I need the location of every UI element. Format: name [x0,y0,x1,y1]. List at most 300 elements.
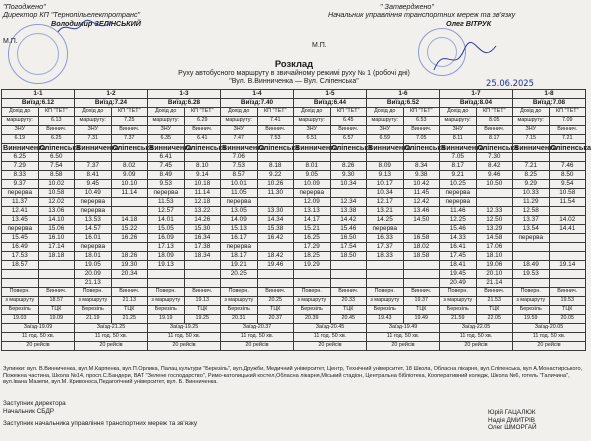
time-cell: 13.54 [513,225,550,234]
time-cell: 11.45 [403,189,440,198]
depot-cell: маршруту: [294,117,331,126]
time-cell: перерва [440,189,477,198]
stops-list: Зупинки: вул. В.Винниченка, вул.М.Карпенка, вул.П.Орлика, Палац культури "Березіль", вул.Дружби, Медичний університет, Центр, Технічний університет, 18 Школа, Обласна лікарня, вул.Сліпенська, вул А.Монастирського, Пожежна частина, Школа №14, просп.С.Бандери, ВАТ "Зелене господарство", Римо-католицький костел,Обласна лікарня,Міський стадіон, Центральна бібліотека, Кооперативний коледж, Школа №6, готель "Галичина", вул.Івана Мазепи, вул.М. Кривоноса,Педагогічний університет, вул. Б. Винниченка. [3,366,583,386]
stop-final-cell: Березіль [440,306,477,315]
time-cell: 9.21 [440,171,477,180]
time-cell: перерва [440,198,477,207]
trips-cell: 20 рейсів [2,342,75,351]
time-cell: 8.57 [221,171,258,180]
time-cell: 12.17 [367,198,404,207]
time-cell [38,270,75,279]
time-cell: 7.45 [148,162,185,171]
depot-cell: маршруту: [75,117,112,126]
time-cell: 8.34 [403,162,440,171]
depot-cell: КП "ТЕТ" [403,108,440,117]
direction-cell: Винниченка [76,143,119,153]
departure-row [2,99,586,108]
stop-final-cell: ТЦК [257,306,294,315]
time-cell: 9.46 [476,171,513,180]
direction-cell: Сліпенська [39,143,80,153]
time-cell: 13.45 [2,216,39,225]
time-cell: 12.34 [330,198,367,207]
trips-cell: 20 рейсів [367,342,440,351]
return-cell: 19.13 [184,297,221,306]
signature-names [488,409,537,432]
time-cell: перерва [367,225,404,234]
time-cell [513,243,550,252]
return-cell: Поверн. [2,288,39,297]
schedule-row [2,243,586,252]
time-cell: 20.09 [75,270,112,279]
time-cell: 20.49 [440,279,477,288]
time-cell [38,279,75,288]
time-cell [38,261,75,270]
depot-cell: 6.29 [184,117,221,126]
direction-cell: Сліпенська [258,143,299,153]
depot-cell: 8.05 [476,117,513,126]
zaizd-cell: Заїзд-20.45 [294,324,367,333]
stop-final-cell: ТЦК [111,306,148,315]
time-cell: 13.29 [476,225,513,234]
return-cell: з маршруту [294,297,331,306]
stop-final-cell: ТЦК [184,306,221,315]
time-cell: 14.26 [184,216,221,225]
time-cell: 17.38 [184,243,221,252]
time-cell: 13.37 [513,216,550,225]
time-cell: 7.54 [38,162,75,171]
time-cell: 19.29 [294,261,331,270]
time-cell: 17.13 [148,243,185,252]
time-cell: 18.58 [403,252,440,261]
time-cell: 16.50 [330,234,367,243]
time-cell: 10.09 [294,180,331,189]
time-cell: 8.50 [549,171,586,180]
return-cell: 19.37 [403,297,440,306]
depot-cell: 6.41 [184,135,221,144]
time-cell: 11.53 [148,198,185,207]
time-cell: 12.02 [38,198,75,207]
return-cell: Поверн. [440,288,477,297]
time-cell: 13.30 [257,207,294,216]
depot-cell: 6.19 [2,135,39,144]
time-cell [403,225,440,234]
time-cell: 18.33 [367,252,404,261]
subtitle-streets: "Вул. В.Винниченка — Вул. Сліпенська" [229,78,359,85]
time-cell: 9.29 [513,180,550,189]
time-cell: 21.13 [75,279,112,288]
time-cell [257,279,294,288]
stop-final-cell: 20.31 [221,315,258,324]
depot-cell: 7.21 [549,135,586,144]
return-cell: Поверн. [294,288,331,297]
time-cell: 16.41 [440,243,477,252]
subtitle-route: Руху автобусного маршруту в звичайному режимі руху № 1 (робочі дні) [178,70,410,77]
direction-cell: Сліпенська [550,143,591,153]
direction-cell: Винниченка [368,143,411,153]
time-cell [148,279,185,288]
time-cell: 18.01 [75,252,112,261]
time-cell: 7.05 [440,153,477,162]
depot-cell: Дохід до [294,108,331,117]
approval-left-position: Директор КП "Тернопільелектротранс" [3,10,141,20]
stop-final-cell: 20.37 [257,315,294,324]
time-cell: 14.09 [221,216,258,225]
time-cell: 18.41 [440,261,477,270]
direction-cell: Винниченка [222,143,265,153]
depot-cell: Дохід до [75,108,112,117]
depot-cell: 6.35 [148,135,185,144]
time-cell: 9.30 [330,171,367,180]
time-cell: 19.46 [257,261,294,270]
return-cell: 21.53 [476,297,513,306]
depot-row [2,135,586,144]
schedule-row [2,261,586,270]
time-cell: 15.30 [184,225,221,234]
time-cell [476,198,513,207]
time-cell: 18.09 [148,252,185,261]
time-cell [403,279,440,288]
direction-cell: Винниченка [514,143,557,153]
time-cell: 17.54 [330,243,367,252]
time-cell: 10.17 [367,180,404,189]
return-cell: Поверн. [367,288,404,297]
mp-right: М.П. [312,42,327,49]
time-cell: 6.41 [148,153,185,162]
time-cell: 21.14 [476,279,513,288]
stop-final-cell: Березіль [513,306,550,315]
time-cell: 10.10 [111,180,148,189]
return-cell: Виннич. [476,288,513,297]
return-cell: Виннич. [184,288,221,297]
time-cell: 18.34 [184,252,221,261]
depot-cell: 6.13 [38,117,75,126]
time-cell [330,189,367,198]
time-cell: 13.53 [75,216,112,225]
depot-cell: Виннич. [257,126,294,135]
direction-cell: Винниченка [149,143,192,153]
signer-role-2: Начальник СБДР [3,407,55,415]
return-cell: 19.53 [549,297,586,306]
zaizd-cell: Заїзд-21.25 [75,324,148,333]
departure-cell: Виїзд:6.44 [294,99,367,108]
time-cell: 16.17 [221,234,258,243]
depot-cell: Виннич. [184,126,221,135]
time-cell: 17.45 [440,252,477,261]
time-cell: 14.42 [330,216,367,225]
time-cell: 8.25 [513,171,550,180]
depot-cell: 6.53 [403,117,440,126]
stop-final-cell: Березіль [294,306,331,315]
approval-left-word: "Погоджено" [3,2,46,11]
depot-cell: Виннич. [38,126,75,135]
time-cell: 15.38 [257,225,294,234]
hours-row [2,333,586,342]
time-cell: 9.22 [257,171,294,180]
time-cell: 18.10 [476,252,513,261]
time-cell [330,279,367,288]
signer-name-1: Юрій ГАЦАЛЮК [488,409,536,416]
time-cell: 16.33 [367,234,404,243]
time-cell [294,270,331,279]
time-cell [367,261,404,270]
time-cell: 10.34 [367,189,404,198]
route-id-cell: 1-7 [440,90,513,99]
stop-final-cell: Березіль [2,306,39,315]
departure-cell: Виїзд:6.12 [2,99,75,108]
depot-cell: Дохід до [367,108,404,117]
time-cell: перерва [75,207,112,216]
depot-cell: Виннич. [476,126,513,135]
time-cell: 16.58 [403,234,440,243]
time-cell: 19.06 [476,261,513,270]
approval-left-name: Володимир ЗЕЛІНСЬКИЙ [51,18,141,28]
stop-final-cell: ТЦК [476,306,513,315]
time-cell: 11.14 [184,189,221,198]
direction-cell: Винниченка [441,143,484,153]
time-cell: 14.17 [294,216,331,225]
time-cell [330,270,367,279]
time-cell: 20.34 [111,270,148,279]
time-cell [294,279,331,288]
time-cell: 19.21 [221,261,258,270]
time-cell: 15.22 [111,225,148,234]
signer-role-1: Заступник директора [3,400,66,407]
time-cell [184,261,221,270]
depot-cell: маршруту: [513,117,550,126]
time-cell [111,153,148,162]
depot-row [2,126,586,135]
hours-cell: 11 год. 50 хв. [148,333,221,342]
time-cell: 9.53 [148,180,185,189]
stop-final-cell: Березіль [367,306,404,315]
time-cell: 8.18 [257,162,294,171]
route-id-cell: 1-4 [221,90,294,99]
time-cell: 15.13 [221,225,258,234]
time-cell: перерва [2,189,39,198]
time-cell: 12.18 [184,198,221,207]
time-cell: 12.25 [440,216,477,225]
signer-role-3: Заступник начальника управління транспортних мереж та зв'язку [3,420,198,427]
hours-cell: 11 год. 50 хв. [367,333,440,342]
return-row [2,288,586,297]
mp-left: М.П. [3,38,18,45]
depot-cell: 7.31 [75,135,112,144]
depot-cell: маршруту: [221,117,258,126]
time-cell: 18.02 [403,243,440,252]
stop-final-cell: ТЦК [330,306,367,315]
time-cell [257,153,294,162]
stop-final-cell: ТЦК [38,306,75,315]
depot-cell: 7.47 [221,135,258,144]
time-cell: 15.21 [294,225,331,234]
time-cell [513,252,550,261]
time-cell: 13.13 [294,207,331,216]
timetable [1,89,591,351]
time-cell: 11.30 [257,189,294,198]
trips-cell: 20 рейсів [148,342,221,351]
time-cell: 8.17 [440,162,477,171]
time-cell: 14.02 [549,216,586,225]
schedule-row [2,216,586,225]
return-cell: Поверн. [148,288,185,297]
stop-final-cell: 19.19 [148,315,185,324]
time-cell [403,153,440,162]
stop-final-cell: ТЦК [549,306,586,315]
time-cell: 10.26 [257,180,294,189]
time-cell: 14.34 [257,216,294,225]
time-cell: 13.46 [403,207,440,216]
time-cell: 14.41 [549,225,586,234]
time-cell: 18.42 [257,252,294,261]
direction-cell: Сліпенська [331,143,372,153]
time-cell: 20.10 [476,270,513,279]
zaizd-cell: Заїзд-20.05 [513,324,586,333]
time-cell: 11.05 [221,189,258,198]
depot-cell: Дохід до [221,108,258,117]
stop-final-cell: Березіль [148,306,185,315]
depot-cell: Дохід до [148,108,185,117]
depot-cell: ЗНУ [367,126,404,135]
signer-name-2: Надія ДМИТРІВ [488,416,536,424]
time-cell: 9.45 [75,180,112,189]
time-cell: 11.54 [549,198,586,207]
depot-cell: 8.17 [476,135,513,144]
stop-final-row [2,306,586,315]
return-cell: Виннич. [549,288,586,297]
stop-final-cell: 22.05 [476,315,513,324]
time-cell: 11.14 [111,189,148,198]
time-cell: 6.25 [2,153,39,162]
zaizd-cell: Заїзд-20.37 [221,324,294,333]
depot-cell: Дохід до [440,108,477,117]
depot-cell: маршруту: [440,117,477,126]
return-cell: 20.33 [330,297,367,306]
time-cell: 19.53 [513,270,550,279]
trips-cell: 20 рейсів [75,342,148,351]
time-cell [2,279,39,288]
time-cell: перерва [221,198,258,207]
return-cell: з маршруту [148,297,185,306]
time-cell: 19.14 [549,261,586,270]
depot-cell: Виннич. [403,126,440,135]
time-cell: 10.25 [440,180,477,189]
time-cell: 14.18 [111,216,148,225]
time-cell [549,252,586,261]
time-cell: 10.50 [476,180,513,189]
time-cell [111,243,148,252]
depot-cell: ЗНУ [294,126,331,135]
zaizd-cell: Заїзд-19.09 [2,324,75,333]
depot-cell: ЗНУ [75,126,112,135]
time-cell: 19.45 [440,270,477,279]
schedule-row [2,153,586,162]
time-cell: 8.42 [476,162,513,171]
time-cell: 9.37 [2,180,39,189]
time-cell: 13.06 [38,207,75,216]
depot-cell: 6.59 [367,135,404,144]
direction-cell: Сліпенська [112,143,153,153]
time-cell: 11.37 [2,198,39,207]
time-cell [257,198,294,207]
time-cell: 10.49 [75,189,112,198]
page-title: Розклад [274,58,314,69]
direction-cell: Винниченка [3,143,46,153]
time-cell: 19.30 [111,261,148,270]
signature-block-left [3,400,66,415]
approval-right [328,3,515,28]
time-cell [549,234,586,243]
signature-left-icon [56,18,116,38]
stop-final-cell: 19.43 [367,315,404,324]
depot-cell: КП "ТЕТ" [184,108,221,117]
time-cell: 12.09 [294,198,331,207]
stop-final-cell: 21.59 [440,315,477,324]
time-cell: 17.53 [2,252,39,261]
depot-cell: 7.53 [257,135,294,144]
time-cell: 14.58 [476,234,513,243]
time-cell [367,270,404,279]
time-cell [111,198,148,207]
schedule-row [2,225,586,234]
hours-cell: 11 год. 50 хв. [221,333,294,342]
time-cell: 14.57 [75,225,112,234]
time-cell: 14.33 [440,234,477,243]
depot-cell: ЗНУ [2,126,39,135]
route-id-cell: 1-1 [2,90,75,99]
time-cell: 16.25 [294,234,331,243]
return-cell: Поверн. [513,288,550,297]
time-cell: перерва [75,243,112,252]
hours-cell: 11 год. 50 хв. [2,333,75,342]
time-cell: 17.29 [294,243,331,252]
depot-cell: 7.37 [111,135,148,144]
time-cell: 12.50 [476,216,513,225]
time-cell [148,270,185,279]
time-cell: 9.13 [367,171,404,180]
time-cell [330,153,367,162]
time-cell: 8.10 [184,162,221,171]
time-cell: 7.46 [549,162,586,171]
depot-cell: 7.25 [111,117,148,126]
time-cell: 12.33 [476,207,513,216]
depot-cell: 7.09 [549,117,586,126]
schedule-row [2,279,586,288]
schedule-row [2,189,586,198]
trips-cell: 20 рейсів [294,342,367,351]
zaizd-cell: Заїзд-19.49 [367,324,440,333]
route-id-cell: 1-2 [75,90,148,99]
time-cell: 7.21 [513,162,550,171]
time-cell: перерва [2,225,39,234]
depot-row [2,117,586,126]
time-cell: 15.06 [38,225,75,234]
time-cell [367,279,404,288]
hours-cell: 11 год. 50 хв. [513,333,586,342]
time-cell [184,270,221,279]
time-cell: 13.38 [330,207,367,216]
time-cell [294,153,331,162]
trips-cell: 20 рейсів [513,342,586,351]
time-cell: 8.26 [330,162,367,171]
depot-cell: КП "ТЕТ" [330,108,367,117]
time-cell [549,279,586,288]
time-cell: 11.29 [513,198,550,207]
time-cell: 16.42 [257,234,294,243]
time-cell [257,243,294,252]
time-cell: 6.50 [38,153,75,162]
schedule-row [2,252,586,261]
time-cell [184,153,221,162]
